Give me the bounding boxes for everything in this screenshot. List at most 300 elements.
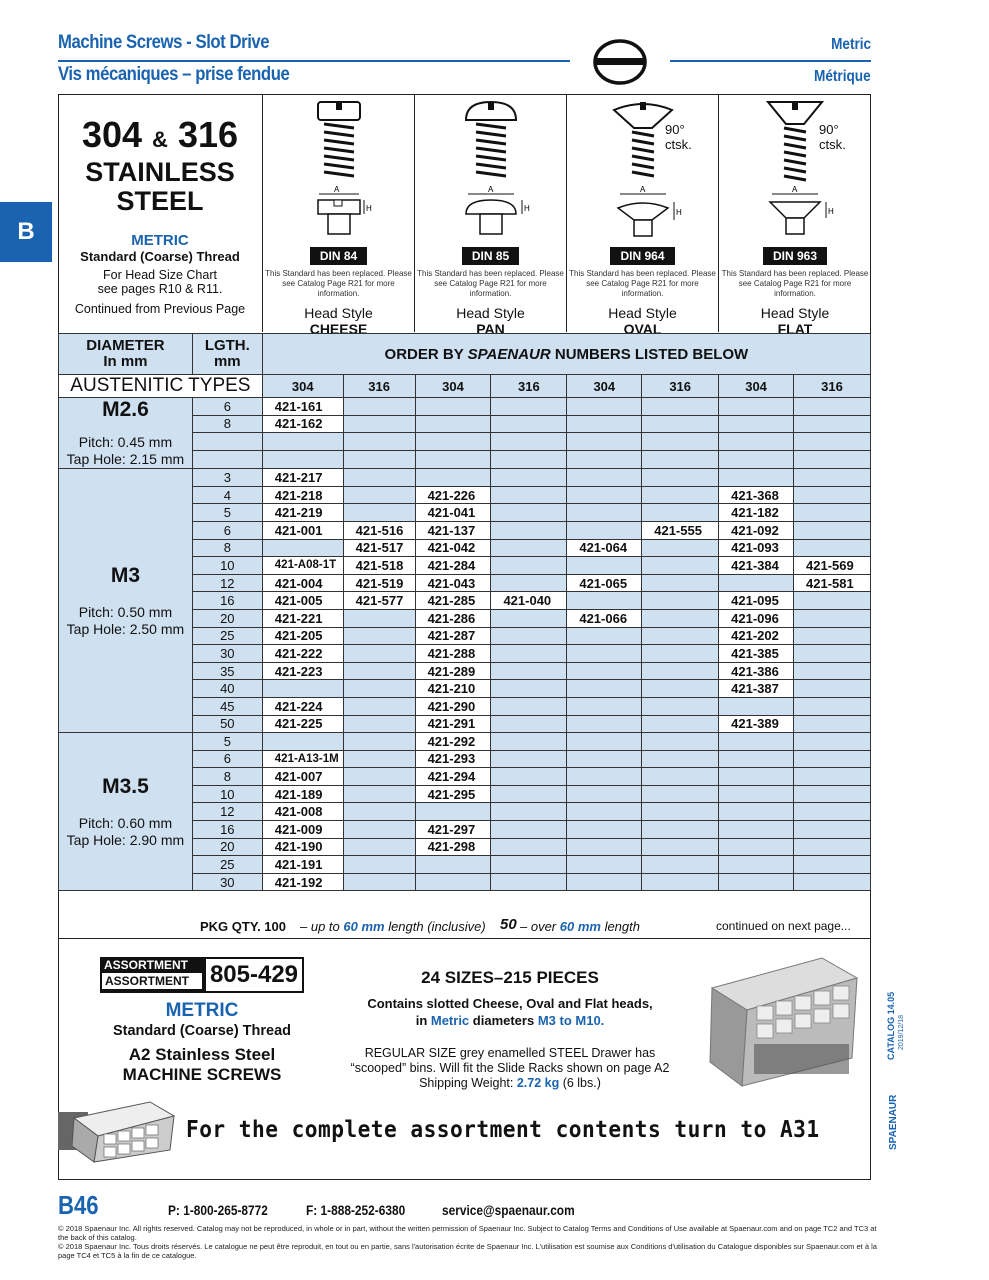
part-number-cell: [642, 680, 719, 698]
part-number-cell[interactable]: 421-040: [491, 592, 567, 610]
part-number-cell: [491, 645, 567, 663]
length-cell: 10: [192, 557, 262, 575]
part-number-cell: [719, 856, 794, 874]
part-number-cell[interactable]: 421-289: [415, 662, 491, 680]
email-link[interactable]: service@spaenaur.com: [442, 1202, 575, 1218]
part-number-cell: [719, 838, 794, 856]
part-number-cell: [567, 415, 642, 433]
length-cell: 16: [192, 821, 262, 839]
assortment-label-box: ASSORTMENT ASSORTMENT: [100, 957, 204, 993]
part-number-cell: [642, 838, 719, 856]
grade-header: 316: [491, 375, 567, 398]
part-number-cell: [491, 469, 567, 487]
part-number-cell: [642, 504, 719, 522]
part-number-cell[interactable]: 421-191: [262, 856, 343, 874]
part-number-cell[interactable]: 421-386: [719, 662, 794, 680]
part-number-cell: [794, 539, 871, 557]
part-number-cell[interactable]: 421-288: [415, 645, 491, 663]
header-title-fr: Vis mécaniques – prise fendue: [58, 64, 290, 85]
part-number-cell: [794, 469, 871, 487]
part-number-cell[interactable]: 421-226: [415, 486, 491, 504]
part-number-cell[interactable]: 421-291: [415, 715, 491, 733]
part-number-cell: [415, 469, 491, 487]
part-number-cell: [567, 592, 642, 610]
header-title-en: Machine Screws - Slot Drive: [58, 32, 270, 53]
part-number-cell: [719, 873, 794, 891]
part-number-cell: [719, 451, 794, 469]
head-style-name: FLAT: [777, 321, 813, 337]
svg-text:H: H: [523, 204, 530, 213]
part-number-cell[interactable]: 421-007: [262, 768, 343, 786]
part-number-cell: [343, 697, 415, 715]
assortment-sizes: 24 SIZES–215 PIECES: [421, 968, 599, 987]
part-number-cell: [491, 768, 567, 786]
part-number-cell[interactable]: 421-182: [719, 504, 794, 522]
length-cell: 30: [192, 645, 262, 663]
part-number-cell: [491, 504, 567, 522]
part-number-cell[interactable]: 421-066: [567, 609, 642, 627]
part-number-cell: [642, 398, 719, 416]
part-number-cell: [491, 873, 567, 891]
part-number-cell: [794, 821, 871, 839]
part-number-cell[interactable]: 421-294: [415, 768, 491, 786]
part-number-cell: [567, 662, 642, 680]
part-number-cell: [343, 504, 415, 522]
head-style-label: Head Style: [760, 305, 830, 321]
length-cell: 8: [192, 768, 262, 786]
pkg-note-2: – over 60 mm length: [520, 919, 640, 934]
section-tab[interactable]: B: [0, 202, 52, 262]
part-number-cell: [719, 750, 794, 768]
part-number-cell[interactable]: 421-219: [262, 504, 343, 522]
part-number-cell[interactable]: 421-095: [719, 592, 794, 610]
part-number-cell: [567, 557, 642, 575]
copyright-notice: © 2018 Spaenaur Inc. All rights reserved. Catalog may not be reproduced, in whole or in part, without the written permission of Spaenaur Inc. Subject to Catalog Terms and Conditions of Use available at Spaenaur.com and on page TC2 and TC3 at the back of this catalog. © 2018 Spaenaur Inc. Tous droits réservés. Le catalogue ne peut être reproduit, en tout ou en partie, sans l'autorisation écrite de Spaenaur Inc. L'utilisation est soumise aux Conditions d'utilisation du Catalogue disponibles sur Spaenaur.com et à la page TC4 et TC5 à la fin de ce catalogue.: [58, 1224, 877, 1260]
grade-header: 304: [415, 375, 491, 398]
part-number-cell: [491, 557, 567, 575]
length-cell: 10: [192, 785, 262, 803]
pkg-qty-50: 50: [500, 916, 517, 933]
part-number-cell: [415, 451, 491, 469]
part-number-cell: [642, 557, 719, 575]
part-number-cell[interactable]: 421-569: [794, 557, 871, 575]
part-number-cell[interactable]: 421-298: [415, 838, 491, 856]
part-number-cell: [491, 733, 567, 751]
part-number-cell: [642, 715, 719, 733]
head-style-name: OVAL: [623, 321, 662, 337]
part-number-cell: [794, 451, 871, 469]
flat-head-screw-icon: [720, 94, 870, 244]
countersink-label: 90° ctsk.: [819, 122, 846, 152]
part-number-cell[interactable]: 421-225: [262, 715, 343, 733]
pkg-note-1: – up to 60 mm length (inclusive): [300, 919, 486, 934]
part-number-cell: [491, 627, 567, 645]
svg-text:A: A: [333, 185, 339, 194]
part-number-cell[interactable]: 421-293: [415, 750, 491, 768]
part-number-cell: [567, 486, 642, 504]
standard-note: This Standard has been replaced. Please see Catalog Page R21 for more information.: [569, 269, 716, 298]
page-number: B46: [58, 1190, 99, 1220]
assortment-drawer-image: [702, 948, 864, 1090]
length-cell: 30: [192, 873, 262, 891]
header-metric-fr: Métrique: [814, 68, 871, 85]
length-cell: 4: [192, 486, 262, 504]
part-number-cell[interactable]: 421-516: [343, 521, 415, 539]
part-number-cell[interactable]: 421-555: [642, 521, 719, 539]
slot-drive-icon: [592, 38, 648, 86]
part-number-cell: [642, 469, 719, 487]
part-number-cell[interactable]: 421-205: [262, 627, 343, 645]
part-number-cell: [343, 803, 415, 821]
part-number-cell[interactable]: 421-189: [262, 785, 343, 803]
part-number-cell: [343, 821, 415, 839]
part-number-cell[interactable]: 421-210: [415, 680, 491, 698]
part-number-cell: [415, 856, 491, 874]
material-title-box: [58, 94, 262, 332]
part-number-cell: [343, 715, 415, 733]
part-number-cell: [491, 486, 567, 504]
part-number-cell[interactable]: 421-A13-1M: [262, 750, 343, 768]
part-number-cell: [343, 469, 415, 487]
assortment-diameters: in Metric diameters M3 to M10.: [415, 1013, 605, 1028]
part-number-cell: [567, 733, 642, 751]
part-number-cell[interactable]: 421-161: [262, 398, 343, 416]
length-cell: 16: [192, 592, 262, 610]
part-number-cell: [642, 697, 719, 715]
part-number-cell[interactable]: 421-009: [262, 821, 343, 839]
part-number-cell[interactable]: 421-287: [415, 627, 491, 645]
part-number-cell: [567, 398, 642, 416]
part-number-cell: [794, 415, 871, 433]
part-number-cell: [794, 433, 871, 451]
part-number-cell: [567, 697, 642, 715]
part-number-cell[interactable]: 421-290: [415, 697, 491, 715]
part-number-cell[interactable]: 421-292: [415, 733, 491, 751]
assortment-drawer-note: REGULAR SIZE grey enamelled STEEL Drawer has “scooped” bins. Will fit the Slide Racks shown on page A2 Shipping Weight: 2.72 kg (6 lbs.): [350, 1046, 670, 1090]
part-number-cell: [794, 680, 871, 698]
part-number-cell: [567, 715, 642, 733]
head-style-pan: [414, 94, 566, 337]
banner-text: For the complete assortment contents turn to A31: [186, 1117, 820, 1143]
din-label: DIN 964: [610, 247, 674, 265]
part-number-cell: [642, 627, 719, 645]
part-number-cell: [642, 433, 719, 451]
part-number-cell[interactable]: 421-286: [415, 609, 491, 627]
part-number-cell[interactable]: 421-223: [262, 662, 343, 680]
length-cell: 5: [192, 733, 262, 751]
part-number-cell: [794, 785, 871, 803]
part-number-cell: [642, 750, 719, 768]
part-number-cell: [415, 803, 491, 821]
part-number-cell[interactable]: 421-217: [262, 469, 343, 487]
head-chart-note-2: see pages R10 & R11.: [97, 282, 223, 296]
grade-header: 304: [719, 375, 794, 398]
length-cell: [192, 433, 262, 451]
part-number-cell[interactable]: 421-093: [719, 539, 794, 557]
part-number-cell: [491, 821, 567, 839]
head-style-oval: [566, 94, 718, 337]
catalog-version: CATALOG 14.05: [886, 991, 896, 1060]
material-line-1: STAINLESS: [85, 157, 235, 187]
part-number-cell: [343, 856, 415, 874]
head-chart-note-1: For Head Size Chart: [103, 268, 217, 282]
diameter-cell: M3.5 Pitch: 0.60 mm Tap Hole: 2.90 mm: [59, 733, 193, 891]
header-rule-left: [58, 60, 570, 62]
part-number-cell[interactable]: 421-518: [343, 557, 415, 575]
part-number-cell: [719, 785, 794, 803]
part-number-cell[interactable]: 421-001: [262, 521, 343, 539]
length-cell: 12: [192, 574, 262, 592]
part-number-cell: [642, 803, 719, 821]
length-cell: 5: [192, 504, 262, 522]
drawer-thumbnail-icon: [70, 1098, 178, 1164]
part-number-cell[interactable]: 421-218: [262, 486, 343, 504]
part-number-cell[interactable]: 421-581: [794, 574, 871, 592]
din-label: DIN 84: [310, 247, 367, 265]
din-label: DIN 85: [462, 247, 519, 265]
length-cell: 8: [192, 539, 262, 557]
part-number-cell: [262, 451, 343, 469]
part-number-cell: [343, 645, 415, 663]
part-number-cell: [343, 433, 415, 451]
part-number-cell[interactable]: 421-297: [415, 821, 491, 839]
length-cell: 35: [192, 662, 262, 680]
part-number-cell: [794, 504, 871, 522]
part-number-cell: [491, 803, 567, 821]
part-number-cell[interactable]: 421-387: [719, 680, 794, 698]
svg-text:H: H: [828, 207, 834, 216]
head-style-label: Head Style: [608, 305, 677, 321]
part-number-cell[interactable]: 421-192: [262, 873, 343, 891]
part-number-cell[interactable]: 421-224: [262, 697, 343, 715]
part-number-cell: [719, 469, 794, 487]
part-number-cell[interactable]: 421-295: [415, 785, 491, 803]
header-rule-right: [670, 60, 871, 62]
part-number-cell: [491, 415, 567, 433]
part-number-cell: [794, 750, 871, 768]
svg-text:H: H: [365, 204, 372, 213]
phone-number[interactable]: P: 1-800-265-8772: [168, 1202, 268, 1218]
part-number-cell: [719, 574, 794, 592]
assortment-contains: Contains slotted Cheese, Oval and Flat heads,: [367, 996, 653, 1011]
part-number-cell: [719, 398, 794, 416]
part-number-cell: [642, 592, 719, 610]
part-number-cell[interactable]: 421-005: [262, 592, 343, 610]
assortment-steel: A2 Stainless Steel: [128, 1045, 276, 1064]
fax-number[interactable]: F: 1-888-252-6380: [306, 1202, 406, 1218]
part-number-cell: [794, 803, 871, 821]
length-cell: 20: [192, 838, 262, 856]
part-number-cell: [343, 750, 415, 768]
part-number-cell: [794, 398, 871, 416]
part-number-cell[interactable]: 421-041: [415, 504, 491, 522]
part-number-cell: [642, 609, 719, 627]
length-cell: 12: [192, 803, 262, 821]
part-number-cell: [642, 451, 719, 469]
part-number-cell[interactable]: 421-042: [415, 539, 491, 557]
table-row: [59, 733, 871, 751]
length-cell: 50: [192, 715, 262, 733]
part-number-cell: [567, 803, 642, 821]
part-number-cell: [642, 785, 719, 803]
part-number-cell: [262, 433, 343, 451]
part-number-cell: [491, 609, 567, 627]
part-number-cell: [567, 680, 642, 698]
part-number-cell: [567, 504, 642, 522]
part-number-cell[interactable]: 421-190: [262, 838, 343, 856]
part-number-cell: [794, 486, 871, 504]
assortment-thread: Standard (Coarse) Thread: [112, 1023, 292, 1039]
part-number-cell: [567, 627, 642, 645]
part-number-cell[interactable]: 421-577: [343, 592, 415, 610]
standard-note: This Standard has been replaced. Please see Catalog Page R21 for more information.: [265, 269, 412, 298]
length-cell: 25: [192, 627, 262, 645]
part-number-cell[interactable]: 421-389: [719, 715, 794, 733]
part-number-cell: [794, 856, 871, 874]
part-number-cell: [491, 451, 567, 469]
part-number-cell: [642, 574, 719, 592]
part-number-cell[interactable]: 421-064: [567, 539, 642, 557]
part-number-cell[interactable]: 421-384: [719, 557, 794, 575]
part-number-cell: [794, 609, 871, 627]
part-number-cell[interactable]: 421-517: [343, 539, 415, 557]
catalog-date: 2019/12/18: [898, 1014, 905, 1050]
part-number-cell: [642, 768, 719, 786]
part-number-cell[interactable]: 421-221: [262, 609, 343, 627]
part-number-cell[interactable]: 421-008: [262, 803, 343, 821]
length-cell: 45: [192, 697, 262, 715]
part-number-cell: [794, 873, 871, 891]
head-style-flat: [718, 94, 871, 337]
continued-next-page: continued on next page...: [716, 919, 851, 933]
head-style-label: Head Style: [304, 305, 373, 321]
part-number-cell: [343, 838, 415, 856]
part-number-cell: [567, 521, 642, 539]
part-number-cell: [343, 451, 415, 469]
material-line-2: STEEL: [116, 186, 204, 216]
head-style-label: Head Style: [456, 305, 525, 321]
part-number-cell: [794, 662, 871, 680]
part-number-cell: [491, 574, 567, 592]
grades-title: 304 & 316: [81, 114, 239, 155]
part-number-cell: [343, 609, 415, 627]
part-number-cell: [491, 662, 567, 680]
austenitic-types-label: AUSTENITIC TYPES: [59, 375, 263, 398]
part-number-cell: [567, 873, 642, 891]
part-number-cell: [415, 415, 491, 433]
part-number-cell: [642, 486, 719, 504]
diameter-header: DIAMETER In mm: [59, 334, 193, 375]
svg-text:A: A: [792, 185, 798, 194]
part-number-cell: [794, 521, 871, 539]
part-number-cell: [642, 539, 719, 557]
svg-text:A: A: [639, 185, 645, 194]
countersink-label: 90° ctsk.: [665, 122, 692, 152]
part-number-cell[interactable]: 421-096: [719, 609, 794, 627]
part-number-cell[interactable]: 421-222: [262, 645, 343, 663]
part-number-cell: [262, 733, 343, 751]
part-number-cell: [343, 680, 415, 698]
part-number-cell: [415, 433, 491, 451]
part-number-cell: [567, 469, 642, 487]
part-number-cell: [491, 838, 567, 856]
part-number-cell[interactable]: 421-368: [719, 486, 794, 504]
part-number-cell: [567, 645, 642, 663]
part-number-cell: [567, 838, 642, 856]
length-header: LGTH. mm: [192, 334, 262, 375]
part-number-cell: [642, 856, 719, 874]
part-number-cell: [262, 539, 343, 557]
part-number-cell: [491, 856, 567, 874]
part-number-cell: [794, 697, 871, 715]
head-style-name: PAN: [476, 321, 505, 337]
assortment-metric: METRIC: [165, 1000, 239, 1021]
part-number-cell: [491, 433, 567, 451]
part-number-cell[interactable]: 421-385: [719, 645, 794, 663]
din-label: DIN 963: [763, 247, 827, 265]
part-number-cell: [343, 873, 415, 891]
part-number-cell[interactable]: 421-137: [415, 521, 491, 539]
part-number-cell: [642, 733, 719, 751]
part-number-cell: [343, 785, 415, 803]
part-number-cell: [415, 398, 491, 416]
part-number-cell: [794, 838, 871, 856]
part-number-cell: [642, 415, 719, 433]
part-number-cell: [719, 821, 794, 839]
part-number-cell: [794, 733, 871, 751]
part-number-cell[interactable]: 421-092: [719, 521, 794, 539]
part-number-cell: [719, 733, 794, 751]
part-number-cell: [642, 662, 719, 680]
assortment-number: 805-429: [204, 957, 304, 993]
diameter-cell: M3 Pitch: 0.50 mm Tap Hole: 2.50 mm: [59, 469, 193, 733]
part-number-cell[interactable]: 421-162: [262, 415, 343, 433]
metric-label: METRIC: [131, 232, 189, 249]
part-number-cell[interactable]: 421-065: [567, 574, 642, 592]
part-number-cell: [491, 785, 567, 803]
part-number-cell: [794, 768, 871, 786]
standard-note: This Standard has been replaced. Please see Catalog Page R21 for more information.: [721, 269, 869, 298]
part-number-cell[interactable]: 421-043: [415, 574, 491, 592]
pkg-qty-100: PKG QTY. 100: [200, 919, 286, 934]
grade-header: 316: [642, 375, 719, 398]
part-number-cell[interactable]: 421-285: [415, 592, 491, 610]
pan-head-screw-icon: [416, 94, 566, 244]
length-cell: 25: [192, 856, 262, 874]
part-number-cell[interactable]: 421-284: [415, 557, 491, 575]
part-number-cell: [415, 873, 491, 891]
head-style-cheese: [262, 94, 414, 337]
part-number-cell: [794, 627, 871, 645]
part-number-cell: [642, 821, 719, 839]
part-number-cell[interactable]: 421-A08-1T: [262, 557, 343, 575]
part-number-cell: [262, 680, 343, 698]
part-number-cell: [567, 750, 642, 768]
oval-head-screw-icon: [568, 94, 718, 244]
part-number-cell: [491, 539, 567, 557]
continued-note: Continued from Previous Page: [74, 302, 246, 316]
part-number-cell: [567, 785, 642, 803]
part-number-cell[interactable]: 421-004: [262, 574, 343, 592]
length-cell: 8: [192, 415, 262, 433]
part-number-cell[interactable]: 421-519: [343, 574, 415, 592]
length-cell: 6: [192, 750, 262, 768]
part-number-cell: [719, 803, 794, 821]
part-number-cell: [719, 697, 794, 715]
part-number-cell[interactable]: 421-202: [719, 627, 794, 645]
part-number-cell: [794, 715, 871, 733]
part-number-cell: [567, 821, 642, 839]
